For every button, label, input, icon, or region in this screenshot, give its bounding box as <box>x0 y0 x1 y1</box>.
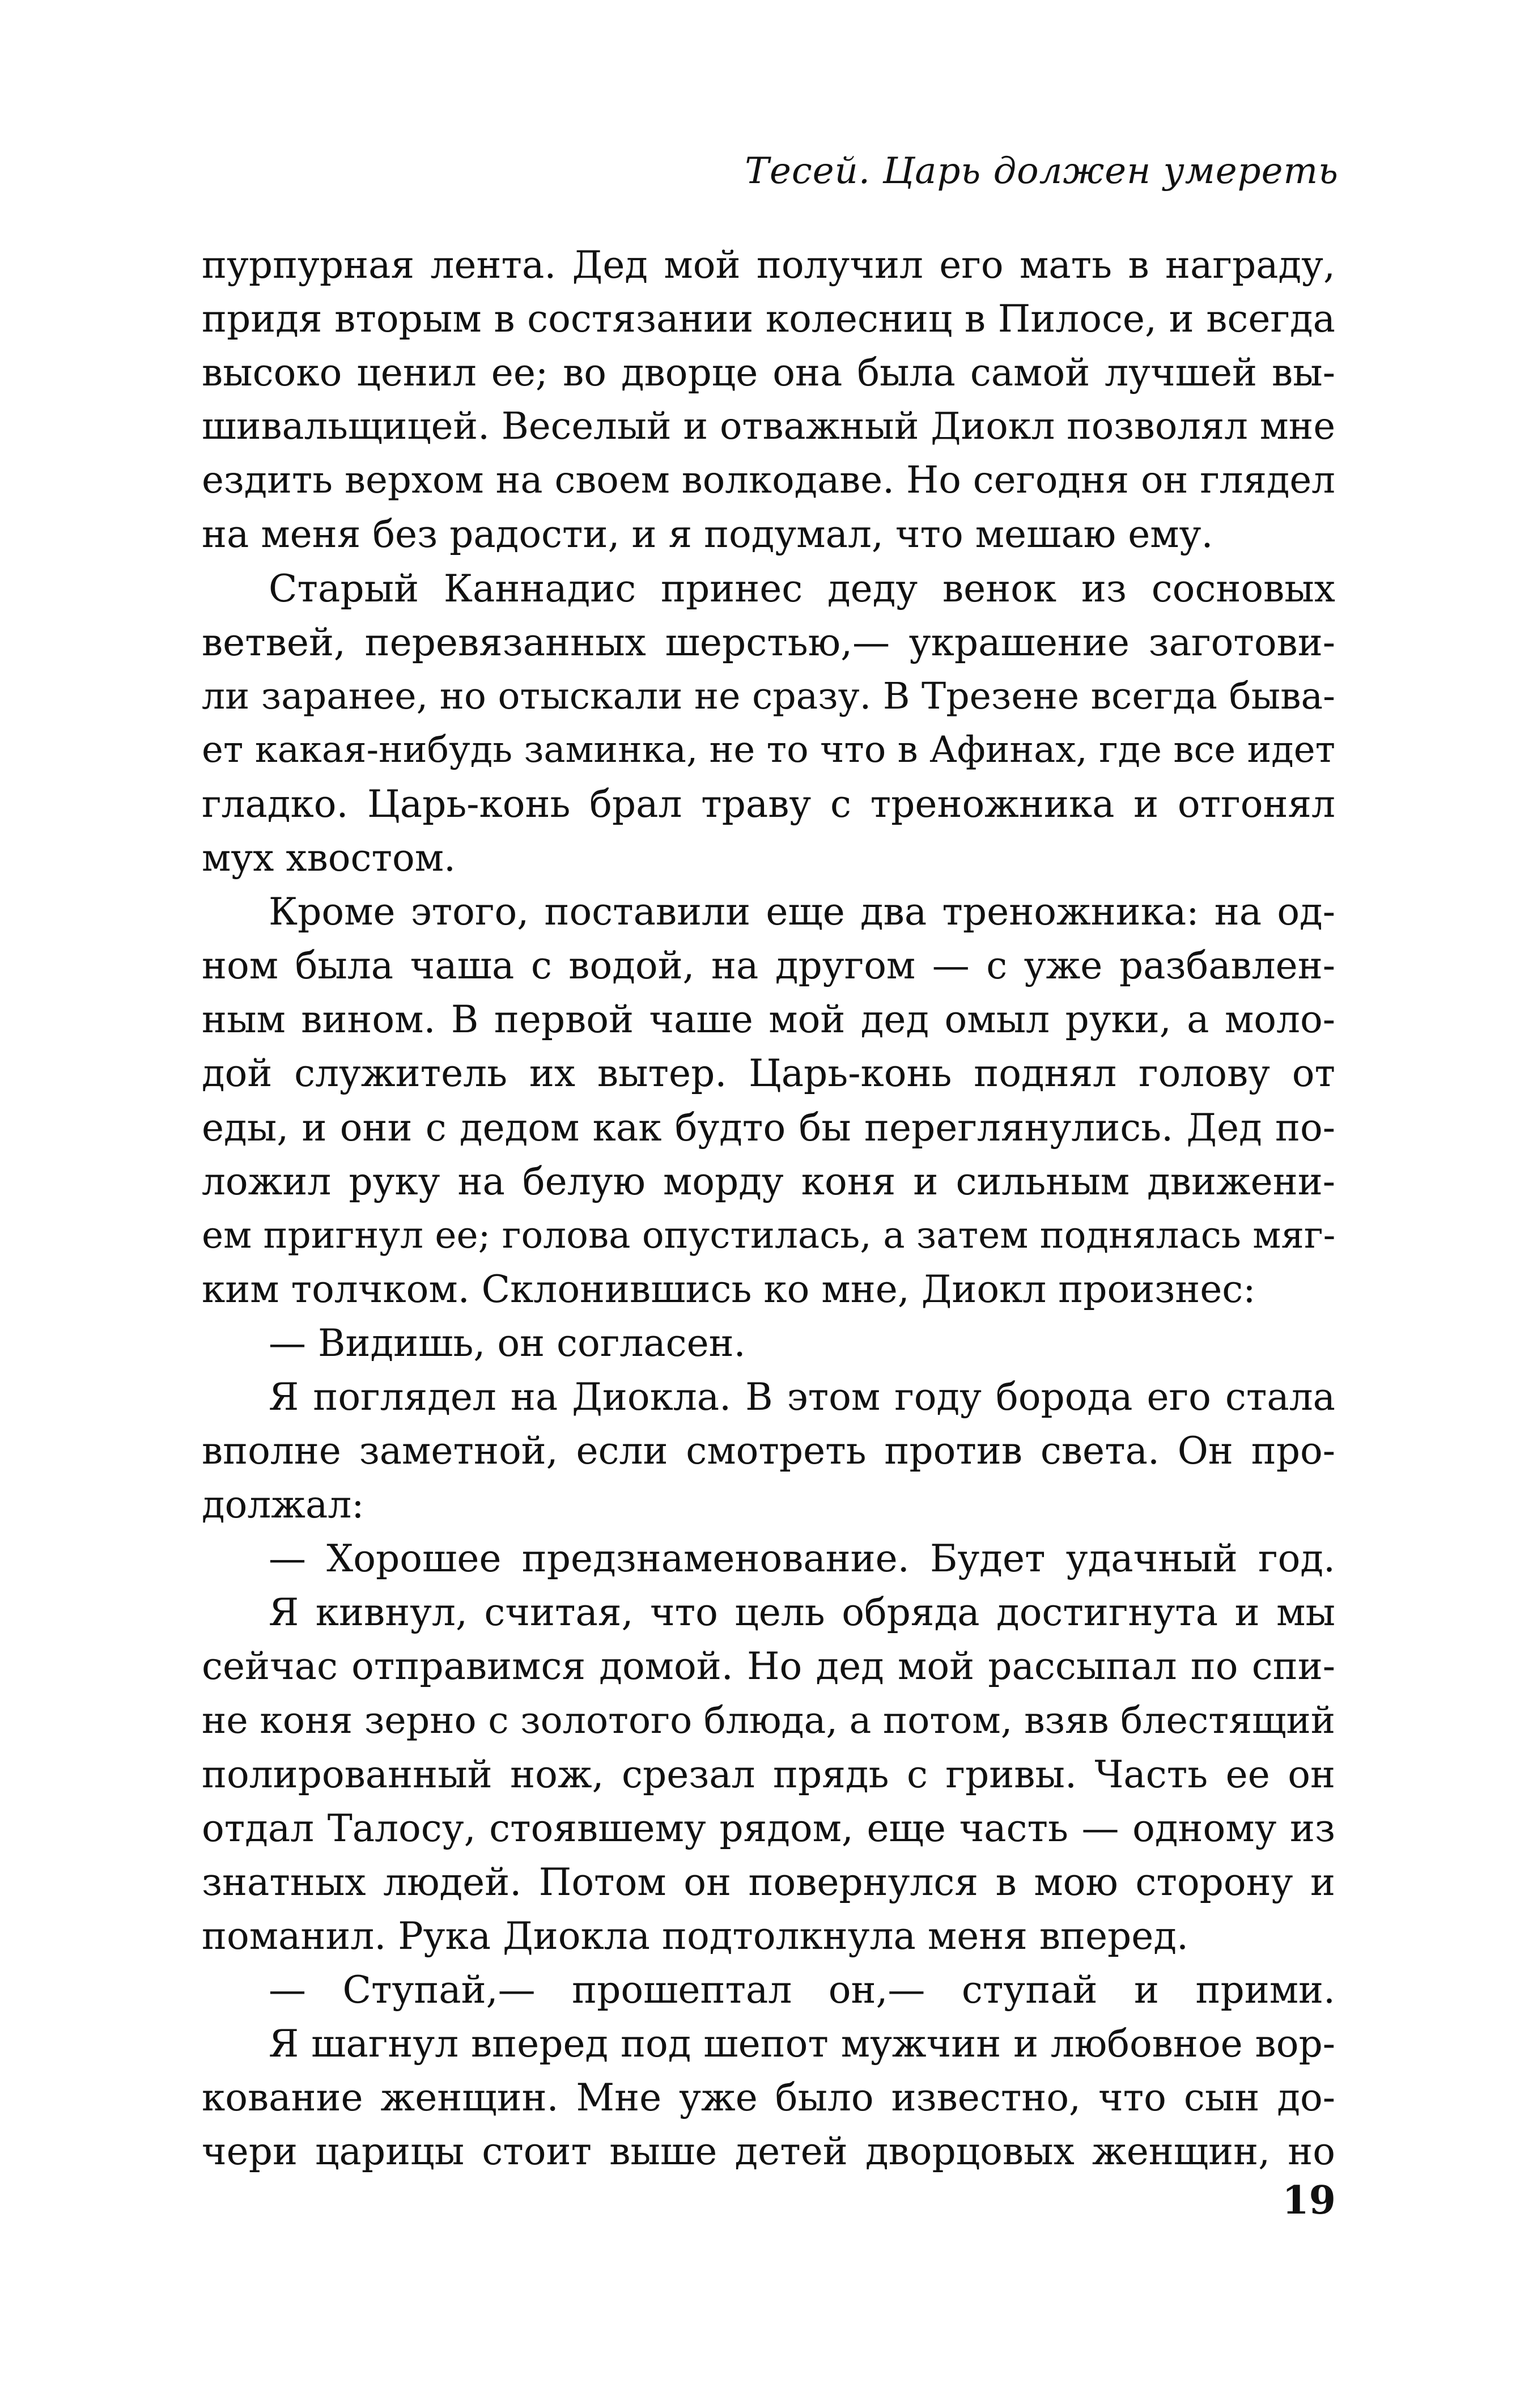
text-line: ложил руку на белую морду коня и сильным движени- <box>202 1159 1335 1203</box>
text-line: ли заранее, но отыскали не сразу. В Трезене всегда быва- <box>202 675 1335 718</box>
text-line: чери царицы стоит выше детей дворцовых женщин, но <box>202 2130 1335 2174</box>
text-line: придя вторым в состязании колесниц в Пилосе, и всегда <box>202 297 1335 341</box>
text-line: — Видишь, он согласен. <box>269 1321 746 1365</box>
body-text <box>202 238 1335 2178</box>
page-number: 19 <box>1282 2178 1336 2223</box>
text-line: полированный нож, срезал прядь с гривы. Часть ее он <box>202 1752 1335 1796</box>
text-line: Я поглядел на Диокла. В этом году борода его стала <box>269 1375 1335 1419</box>
text-line: ет какая-нибудь заминка, не то что в Афинах, где все идет <box>202 728 1336 771</box>
text-line: — Ступай,— прошептал он,— ступай и прими. <box>269 1968 1335 2012</box>
text-line: на меня без радости, и я подумал, что мешаю ему. <box>202 512 1213 557</box>
text-line: гладко. Царь-конь брал траву с треножника и отгонял <box>202 782 1335 826</box>
text-line: Я шагнул вперед под шепот мужчин и любовное вор- <box>269 2022 1335 2066</box>
text-line: отдал Талосу, стоявшему рядом, еще часть — одному из <box>202 1806 1335 1850</box>
text-line: вполне заметной, если смотреть против света. Он про- <box>202 1429 1335 1473</box>
text-line: ким толчком. Склонившись ко мне, Диокл произнес: <box>202 1267 1256 1311</box>
text-line: ем пригнул ее; голова опустилась, а затем поднялась мяг- <box>202 1214 1336 1257</box>
text-line: поманил. Рука Диокла подтолкнула меня вперед. <box>202 1914 1188 1958</box>
text-line: — Хорошее предзнаменование. Будет удачный год. <box>269 1537 1335 1581</box>
text-line: ным вином. В первой чаше мой дед омыл руки, а моло- <box>202 998 1335 1042</box>
text-line: шивальщицей. Веселый и отважный Диокл позволял мне <box>202 405 1336 448</box>
text-line: ездить верхом на своем волкодаве. Но сегодня он глядел <box>202 459 1335 502</box>
text-line: пурпурная лента. Дед мой получил его мать в награду, <box>202 243 1335 287</box>
text-line: знатных людей. Потом он повернулся в мою сторону и <box>202 1860 1335 1904</box>
text-line: Старый Каннадис принес деду венок из сосновых <box>269 566 1335 611</box>
text-line: дой служитель их вытер. Царь-конь поднял голову от <box>202 1052 1335 1096</box>
text-line: должал: <box>202 1483 364 1527</box>
text-line: ветвей, перевязанных шерстью,— украшение заготови- <box>202 620 1335 664</box>
running-head: Тесей. Царь должен умереть <box>745 150 1339 192</box>
text-line: мух хвостом. <box>202 836 456 880</box>
text-line: кование женщин. Мне уже было известно, что сын до- <box>202 2076 1335 2120</box>
text-line: Кроме этого, поставили еще два треножника: на од- <box>269 890 1335 934</box>
text-line: Я кивнул, считая, что цель обряда достигнута и мы <box>269 1591 1335 1635</box>
text-line: сейчас отправимся домой. Но дед мой рассыпал по спи- <box>202 1644 1335 1689</box>
text-line: еды, и они с дедом как будто бы переглянулись. Дед по- <box>202 1105 1335 1150</box>
text-line: не коня зерно с золотого блюда, а потом, взяв блестящий <box>202 1699 1336 1742</box>
text-line: ном была чаша с водой, на другом — с уже разбавлен- <box>202 944 1335 988</box>
text-line: высоко ценил ее; во дворце она была самой лучшей вы- <box>202 351 1335 395</box>
